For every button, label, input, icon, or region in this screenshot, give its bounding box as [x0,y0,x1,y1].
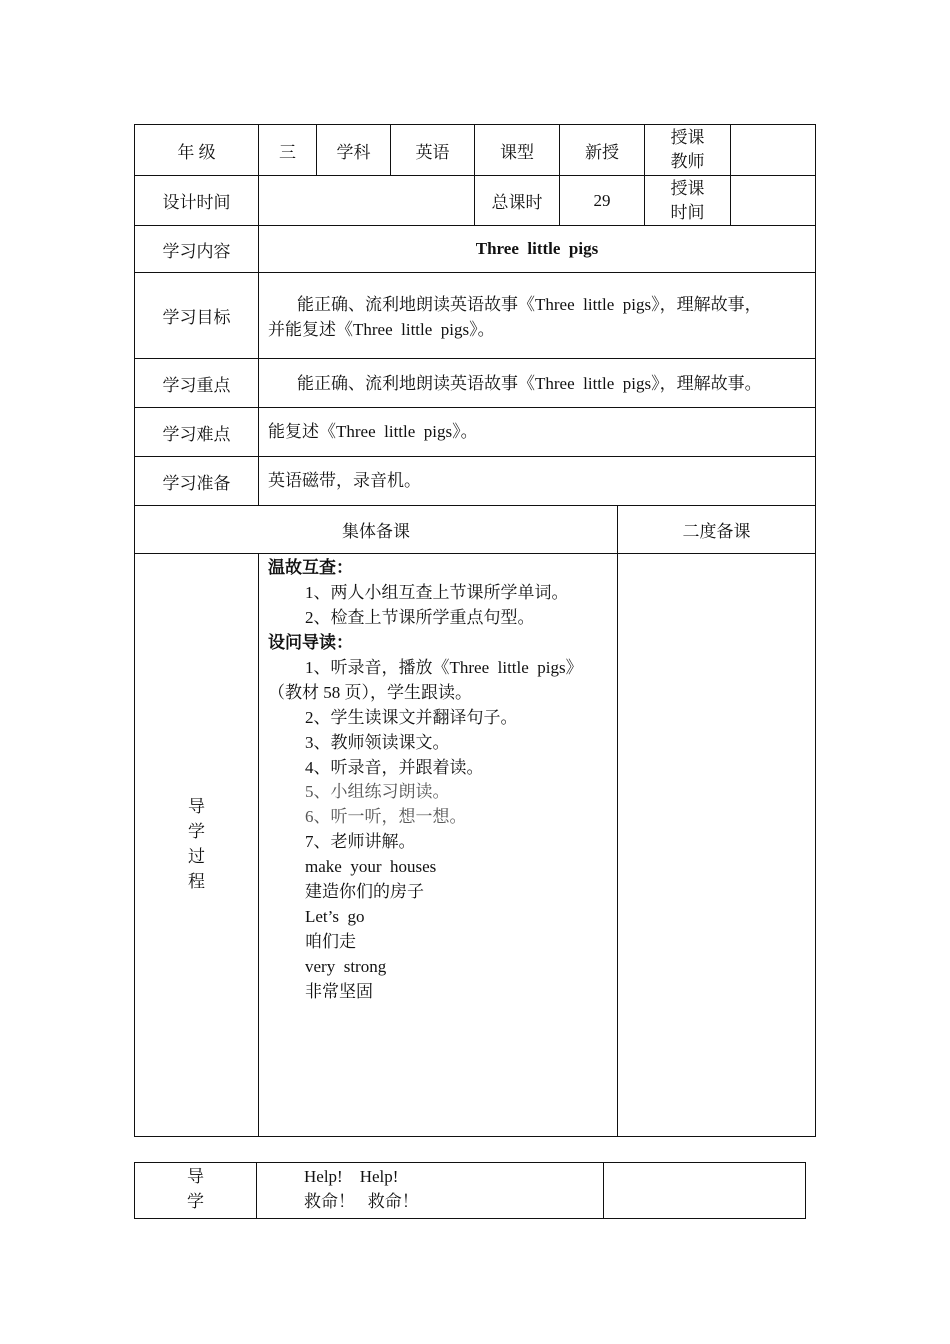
goal-label: 学习目标 [162,308,231,327]
continuation-label [135,1164,256,1214]
guide-item: （教材 58 页），学生跟读。 [268,683,472,702]
table-border-right [815,124,816,1137]
process-label-char: 过 [188,847,205,866]
review-item: 1、两人小组互查上节课所学单词。 [305,583,569,602]
teacher-value [731,125,815,175]
secondary-prep-heading: 二度备课 [682,522,751,541]
guide-item: 6、听一听，想一想。 [305,807,467,826]
difficulty-label: 学习难点 [162,424,231,444]
design-time-value [259,176,474,225]
key-label: 学习重点 [162,375,231,395]
phrase-english: Let’s go [305,907,365,926]
subject-label: 学科 [336,142,371,162]
phrase-chinese: 咱们走 [305,932,356,951]
phrase-english: make your houses [305,857,437,876]
guide-item: 2、学生读课文并翻译句子。 [305,708,518,727]
guide-item: 5、小组练习朗读。 [305,782,450,801]
table-rule [617,505,618,1137]
continuation-line: 救命！ 救命！ [304,1192,419,1211]
teach-time-label-line: 时间 [670,202,705,222]
phrase-english: very strong [305,957,387,976]
table-border-bottom [134,1218,806,1219]
guide-item: 1、听录音，播放《Three little pigs》 [305,658,583,677]
phrase-chinese: 建造你们的房子 [305,882,424,901]
prep-value: 英语磁带，录音机。 [268,471,421,490]
continuation-label-char: 导 [187,1167,204,1186]
design-time-label: 设计时间 [162,193,231,212]
lesson-type-label: 课型 [500,142,534,162]
table-border-right [805,1162,806,1219]
table-rule [258,553,259,1137]
teach-time-label-line: 授课 [670,178,705,198]
teacher-label [645,125,730,175]
review-item: 2、检查上节课所学重点句型。 [305,608,535,627]
prep-label: 学习准备 [162,473,231,493]
guide-item: 7、老师讲解。 [305,832,416,851]
teacher-label-line: 教师 [670,152,705,171]
total-hours-value: 29 [593,190,611,210]
table-border-bottom [134,1136,816,1137]
continuation-notes [604,1163,805,1218]
grade-label: 年 级 [177,142,216,162]
key-value: 能正确、流利地朗读英语故事《Three little pigs》，理解故事。 [297,374,762,393]
guide-item: 4、听录音，并跟着读。 [305,758,484,777]
continuation-line: Help! Help! [304,1167,399,1186]
collective-prep-heading: 集体备课 [342,522,410,541]
subject-value: 英语 [415,142,450,162]
teach-time-value [731,176,815,225]
guide-heading: 设问导读： [268,633,353,652]
grade-value: 三 [279,142,296,162]
process-label [135,794,258,894]
process-label-char: 程 [188,872,205,891]
table-rule [134,553,816,554]
table-rule [256,1162,257,1219]
content-value: Three little pigs [475,239,599,258]
teach-time-label [645,176,730,225]
goal-line: 并能复述《Three little pigs》。 [268,320,495,339]
lesson-type-value: 新授 [585,142,619,162]
review-heading: 温故互查： [268,558,353,577]
phrase-chinese: 非常坚固 [305,982,373,1001]
total-hours-label: 总课时 [491,193,543,212]
continuation-label-char: 学 [187,1192,204,1211]
guide-item: 3、教师领读课文。 [305,733,450,752]
difficulty-value: 能复述《Three little pigs》。 [268,422,478,441]
process-label-char: 学 [188,822,205,841]
teacher-label-line: 授课 [670,128,705,147]
process-label-char: 导 [188,797,205,816]
content-label: 学习内容 [162,241,231,261]
goal-line: 能正确、流利地朗读英语故事《Three little pigs》，理解故事， [297,295,762,314]
